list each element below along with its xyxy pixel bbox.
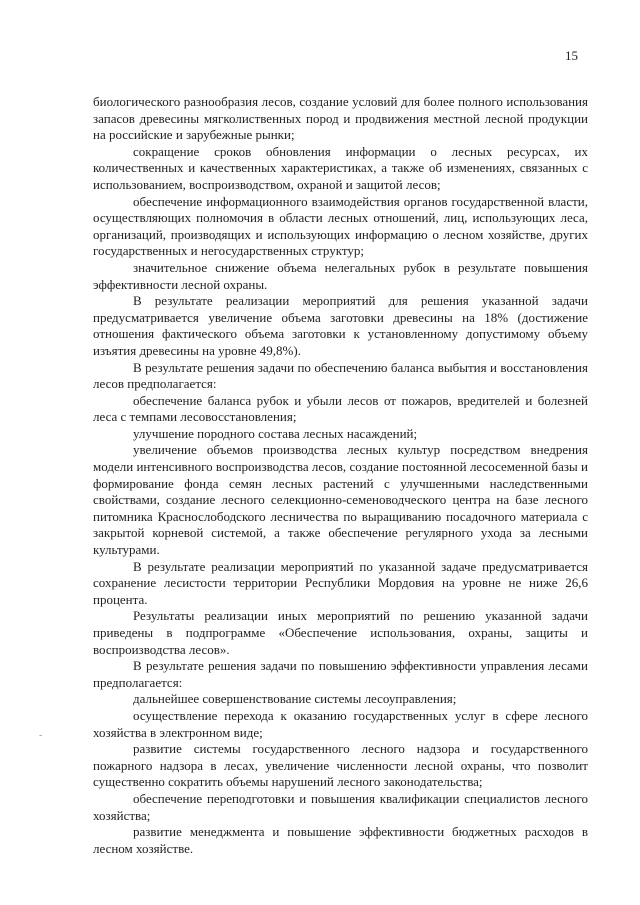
paragraph-illegal-logging: значительное снижение объема нелегальных рубок в результате повышения эффективности лесной охраны.: [93, 259, 588, 292]
document-body: [93, 94, 588, 857]
paragraph-electronic-services: осуществление перехода к оказанию государственных услуг в сфере лесного хозяйства в электронном виде;: [93, 707, 588, 740]
paragraph-balance-ensure: обеспечение баланса рубок и убыли лесов от пожаров, вредителей и болезней леса с темпами лесовосстановления;: [93, 392, 588, 425]
paragraph-balance-intro: В результате решения задачи по обеспечению баланса выбытия и восстановления лесов предполагается:: [93, 359, 588, 392]
paragraph-information-update: сокращение сроков обновления информации о лесных ресурсах, их количественных и качественных характеристиках, а также об изменениях, связанных с использованием, воспроизводством, охраной и защитой лесов;: [93, 143, 588, 192]
paragraph-budget-efficiency: развитие менеджмента и повышение эффективности бюджетных расходов в лесном хозяйстве.: [93, 824, 588, 856]
paragraph-harvest-increase: В результате реализации мероприятий для решения указанной задачи предусматривается увеличение объема заготовки древесины на 18% (достижение отношения фактического объема заготовки к установленному допустимому объему изъятия древесины на уровне 49,8%).: [93, 293, 588, 358]
paragraph-continuation: биологического разнообразия лесов, создание условий для более полного использования запасов древесины мягколиственных пород и продвижения местной лесной продукции на российские и зарубежные рынки;: [93, 94, 588, 143]
page-number: 15: [565, 48, 578, 63]
paragraph-management-intro: В результате решения задачи по повышению эффективности управления лесами предполагается:: [93, 658, 588, 690]
paragraph-information-interaction: обеспечение информационного взаимодействия органов государственной власти, осуществляющих полномочия в области лесных отношений, лиц, использующих леса, организаций, производящих и использующих информацию о лесном хозяйстве, других государственных и негосударственных структур;: [93, 193, 588, 259]
margin-mark: -: [39, 730, 43, 741]
paragraph-supervision: развитие системы государственного лесного надзора и государственного пожарного надзора в лесах, увеличение численности лесной охраны, что позволит существенно сократить объемы нарушений лесного законодательства;: [93, 741, 588, 790]
paragraph-management-system: дальнейшее совершенствование системы лесоуправления;: [133, 691, 457, 707]
paragraph-forest-cultures: увеличение объемов производства лесных культур посредством внедрения модели интенсивного воспроизводства лесов, создание постоянной лесосеменной базы и формирование фонда семян лесных растений с улучшенными наследственными свойствами, создание лесного селекционно-семеноводческого центра на базе лесного питомника Краснослободского лесничества по выращиванию посадочного материала с закрытой корневой системой, а также обеспечение регулярного ухода за лесными культурами.: [93, 442, 588, 558]
paragraph-subprogram-results: Результаты реализации иных мероприятий по решению указанной задачи приведены в подпрограмме «Обеспечение использования, охраны, защиты и воспроизводства лесов».: [93, 608, 588, 657]
paragraph-forest-cover: В результате реализации мероприятий по указанной задаче предусматривается сохранение лесистости территории Республики Мордовия на уровне не ниже 26,6 процента.: [93, 558, 588, 607]
paragraph-training: обеспечение переподготовки и повышения квалификации специалистов лесного хозяйства;: [93, 790, 588, 823]
paragraph-species-composition: улучшение породного состава лесных насаждений;: [133, 425, 418, 441]
